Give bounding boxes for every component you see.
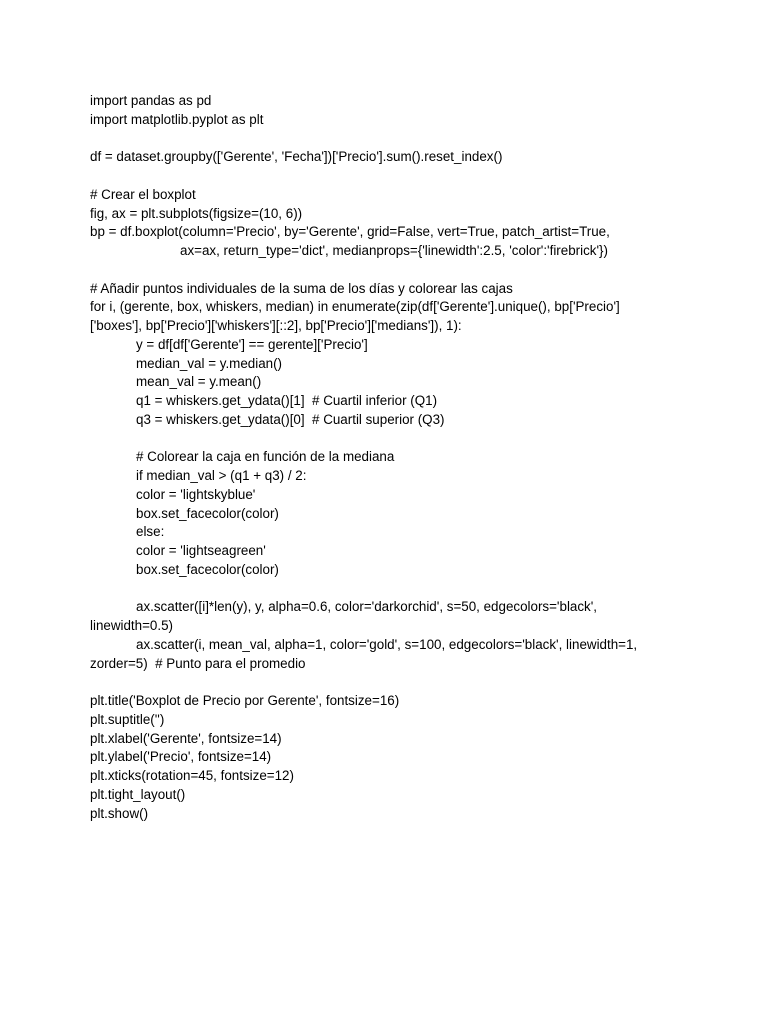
code-line: for i, (gerente, box, whiskers, median) in enumerate(zip(df['Gerente'].unique(), bp['Precio'] <box>90 299 620 315</box>
code-line: else: <box>136 524 165 540</box>
code-line: q1 = whiskers.get_ydata()[1] # Cuartil inferior (Q1) <box>136 393 438 408</box>
code-line: ax.scatter([i]*len(y), y, alpha=0.6, color='darkorchid', s=50, edgecolors='black', <box>136 599 598 615</box>
code-line: y = df[df['Gerente'] == gerente]['Precio'] <box>136 336 368 352</box>
code-line: box.set_facecolor(color) <box>136 505 279 521</box>
blank-line <box>90 261 710 280</box>
code-line: mean_val = y.mean() <box>136 374 262 390</box>
code-line: ax.scatter(i, mean_val, alpha=1, color='gold', s=100, edgecolors='black', linewidth=1, <box>136 636 638 652</box>
code-line: # Colorear la caja en función de la mediana <box>136 449 395 465</box>
code-text <box>90 92 710 823</box>
code-line: linewidth=0.5) <box>90 618 173 633</box>
blank-line <box>90 673 710 692</box>
code-line: plt.tight_layout() <box>90 786 186 802</box>
code-line: import matplotlib.pyplot as plt <box>90 111 264 127</box>
code-line: median_val = y.median() <box>136 355 283 371</box>
code-line: if median_val > (q1 + q3) / 2: <box>136 468 307 483</box>
code-line: plt.show() <box>90 805 149 821</box>
code-line: plt.xlabel('Gerente', fontsize=14) <box>90 730 282 746</box>
blank-line <box>90 580 710 599</box>
code-line: # Crear el boxplot <box>90 186 196 202</box>
code-line: df = dataset.groupby(['Gerente', 'Fecha'])['Precio'].sum().reset_index() <box>90 149 503 165</box>
code-line: plt.xticks(rotation=45, fontsize=12) <box>90 768 294 783</box>
code-line: # Añadir puntos individuales de la suma de los días y colorear las cajas <box>90 280 513 296</box>
code-line: bp = df.boxplot(column='Precio', by='Gerente', grid=False, vert=True, patch_artist=True, <box>90 224 610 240</box>
blank-line <box>90 430 710 449</box>
code-line: plt.suptitle('') <box>90 711 165 727</box>
code-line: plt.ylabel('Precio', fontsize=14) <box>90 749 272 765</box>
blank-line <box>90 130 710 149</box>
code-line: plt.title('Boxplot de Precio por Gerente', fontsize=16) <box>90 693 400 708</box>
code-line: color = 'lightseagreen' <box>136 543 266 558</box>
code-line: box.set_facecolor(color) <box>136 561 279 577</box>
code-line: q3 = whiskers.get_ydata()[0] # Cuartil superior (Q3) <box>136 411 445 427</box>
code-line: color = 'lightskyblue' <box>136 486 256 502</box>
code-line: fig, ax = plt.subplots(figsize=(10, 6)) <box>90 205 303 221</box>
code-line: ax=ax, return_type='dict', medianprops={'linewidth':2.5, 'color':'firebrick'}) <box>180 243 608 258</box>
code-line: import pandas as pd <box>90 93 212 108</box>
code-line: ['boxes'], bp['Precio']['whiskers'][::2], bp['Precio']['medians']), 1): <box>90 318 462 333</box>
blank-line <box>90 167 710 186</box>
code-line: zorder=5) # Punto para el promedio <box>90 655 306 671</box>
